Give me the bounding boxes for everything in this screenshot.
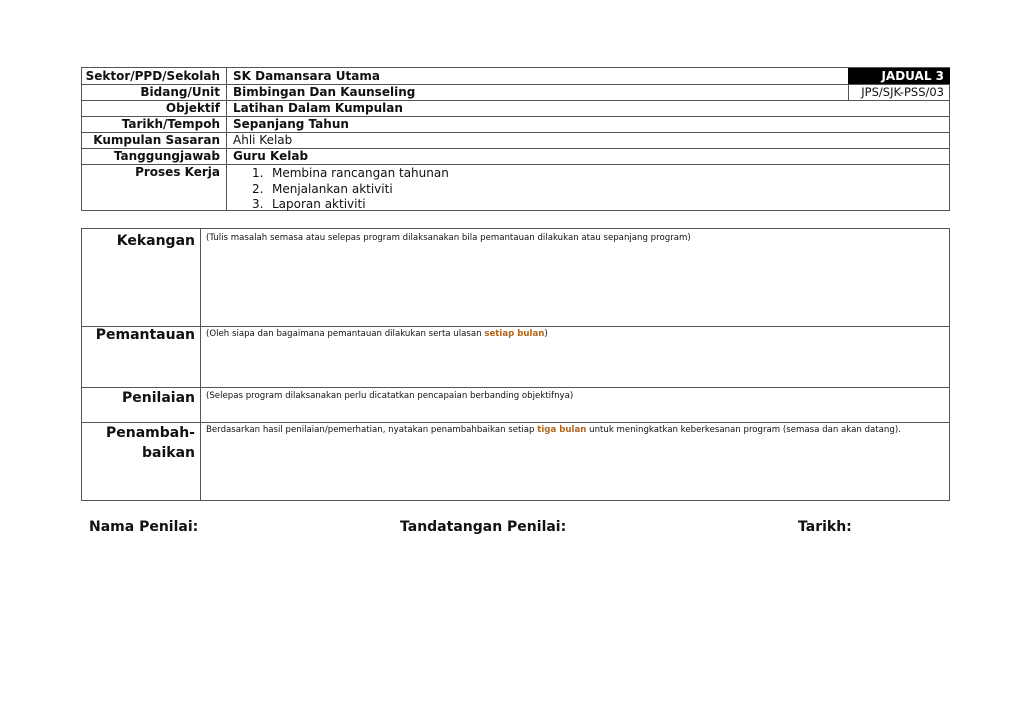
pemantauan-instruction: (Oleh siapa dan bagaimana pemantauan dilakukan serta ulasan setiap bulan) (206, 329, 548, 339)
jadual-badge: JADUAL 3 (848, 68, 950, 84)
highlight-tiga-bulan: tiga bulan (537, 425, 587, 435)
penilaian-instruction: (Selepas program dilaksanakan perlu dicatatkan pencapaian berbanding objektifnya) (206, 391, 574, 401)
eval-column-divider (200, 229, 201, 500)
label-proses-kerja: Proses Kerja (135, 165, 220, 179)
value-sektor: SK Damansara Utama (233, 69, 380, 83)
label-tarikh-tempoh: Tarikh/Tempoh (121, 117, 220, 131)
evaluation-table (81, 228, 950, 501)
value-bidang: Bimbingan Dan Kaunseling (233, 85, 416, 99)
penambahbaikan-label: Penambah- baikan (105, 425, 195, 461)
proses-kerja-list (252, 166, 449, 213)
label-objektif: Objektif (165, 101, 220, 115)
section-divider (82, 387, 949, 388)
tandatangan-penilai-label: Tandatangan Penilai: (400, 519, 567, 535)
list-item: 3. Laporan aktiviti (252, 197, 366, 211)
value-kumpulan-sasaran: Ahli Kelab (233, 133, 293, 147)
pemantauan-label: Pemantauan (95, 327, 195, 343)
reference-code: JPS/SJK-PSS/03 (861, 85, 944, 99)
nama-penilai-label: Nama Penilai: (89, 519, 199, 535)
section-divider (82, 326, 949, 327)
label-tanggungjawab: Tanggungjawab (113, 149, 220, 163)
section-divider (82, 422, 949, 423)
info-column-divider (226, 68, 227, 210)
value-tanggungjawab: Guru Kelab (233, 149, 309, 163)
highlight-setiap-bulan: setiap bulan (484, 329, 545, 339)
info-table (81, 67, 950, 211)
label-kumpulan-sasaran: Kumpulan Sasaran (93, 133, 220, 147)
tarikh-label: Tarikh: (798, 519, 852, 535)
label-sektor: Sektor/PPD/Sekolah (85, 69, 220, 83)
value-objektif: Latihan Dalam Kumpulan (233, 101, 403, 115)
penambahbaikan-instruction: Berdasarkan hasil penilaian/pemerhatian, nyatakan penambahbaikan setiap tiga bulan untuk meningkatkan keberkesanan program (semasa dan akan datang). (206, 425, 901, 435)
kekangan-instruction: (Tulis masalah semasa atau selepas program dilaksanakan bila pemantauan dilakukan atau sepanjang program) (206, 233, 691, 243)
penilaian-label: Penilaian (122, 390, 195, 406)
label-bidang: Bidang/Unit (140, 85, 220, 99)
kekangan-label: Kekangan (116, 233, 195, 249)
value-tarikh-tempoh: Sepanjang Tahun (233, 117, 349, 131)
list-item: 1. Membina rancangan tahunan (252, 166, 449, 180)
list-item: 2. Menjalankan aktiviti (252, 181, 393, 196)
